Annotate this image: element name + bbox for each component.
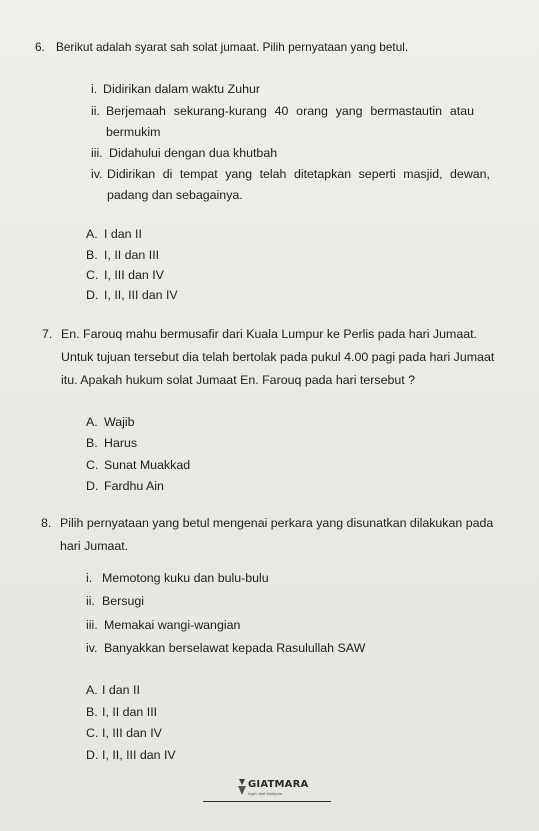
q6-statement-text: Didirikan dalam waktu Zuhur (103, 82, 261, 96)
q6-statement-num: iii. (91, 146, 103, 160)
q6-option-label: C. (86, 268, 99, 282)
q6-statement-text: Didahului dengan dua khutbah (109, 146, 278, 160)
q6-option-a[interactable]: I dan II (104, 227, 142, 241)
q6-option-label: D. (86, 288, 99, 302)
q8-option-d[interactable]: I, II, III dan IV (102, 748, 176, 762)
q7-option-d[interactable]: Fardhu Ain (104, 479, 164, 493)
q7-option-label: D. (86, 479, 99, 493)
q6-statement-text: Didirikan di tempat yang telah ditetapkan seperti masjid, dewan, (107, 167, 490, 181)
logo-text: GIATMARA (248, 779, 309, 790)
q8-statement-text: Bersugi (102, 594, 145, 608)
q8-number: 8. (41, 516, 52, 530)
q7-option-b[interactable]: Harus (104, 436, 138, 450)
q6-option-d[interactable]: I, II, III dan IV (104, 288, 178, 302)
footer-divider (203, 801, 331, 802)
q6-statement-num: iv. (91, 167, 103, 181)
q8-statement-text: Memakai wangi-wangian (104, 618, 241, 632)
q6-statement-num: i. (91, 82, 98, 96)
q6-option-label: A. (86, 227, 98, 241)
q8-question-line: hari Jumaat. (60, 539, 129, 553)
q7-option-c[interactable]: Sunat Muakkad (104, 458, 191, 472)
q6-option-b[interactable]: I, II dan III (104, 248, 160, 262)
q8-statement-num: i. (86, 571, 93, 585)
q8-option-label: B. (86, 705, 98, 719)
logo-subtitle: Ingin Jadi Malaysia (248, 791, 283, 796)
q7-option-label: A. (86, 415, 98, 429)
q6-statement-num: ii. (91, 104, 100, 118)
q7-option-a[interactable]: Wajib (104, 415, 135, 429)
q8-statement-num: iii. (86, 618, 98, 632)
q8-statement-num: iv. (86, 641, 98, 655)
q7-option-label: C. (86, 458, 99, 472)
q8-question-line: Pilih pernyataan yang betul mengenai perkara yang disunatkan dilakukan pada (60, 516, 494, 530)
q6-statement-text: Berjemaah sekurang-kurang 40 orang yang bermastautin atau (106, 104, 474, 118)
q8-option-label: C. (86, 726, 99, 740)
q7-number: 7. (42, 327, 53, 341)
q8-statement-text: Memotong kuku dan bulu-bulu (102, 571, 269, 585)
q6-option-c[interactable]: I, III dan IV (104, 268, 164, 282)
q7-question-line: En. Farouq mahu bermusafir dari Kuala Lumpur ke Perlis pada hari Jumaat. (61, 327, 477, 341)
q8-statement-num: ii. (86, 594, 95, 608)
q6-option-label: B. (86, 248, 98, 262)
q8-option-label: D. (86, 748, 99, 762)
logo-mark-icon (236, 777, 248, 797)
q6-number: 6. (35, 40, 45, 54)
q8-option-label: A. (86, 683, 98, 697)
q6-statement-text: padang dan sebagainya. (107, 188, 243, 202)
q8-statement-text: Banyakkan berselawat kepada Rasulullah SAW (104, 641, 366, 655)
q8-option-c[interactable]: I, III dan IV (102, 726, 162, 740)
q6-question: Berikut adalah syarat sah solat jumaat. Pilih pernyataan yang betul. (56, 40, 409, 54)
q8-option-b[interactable]: I, II dan III (102, 705, 158, 719)
q7-option-label: B. (86, 436, 98, 450)
q8-option-a[interactable]: I dan II (102, 683, 140, 697)
giatmara-logo (236, 776, 316, 800)
q7-question-line: Untuk tujuan tersebut dia telah bertolak pada pukul 4.00 pagi pada hari Jumaat (61, 350, 495, 364)
q7-question-line: itu. Apakah hukum solat Jumaat En. Farouq pada hari tersebut ? (61, 373, 416, 387)
q6-statement-text: bermukim (106, 125, 161, 139)
